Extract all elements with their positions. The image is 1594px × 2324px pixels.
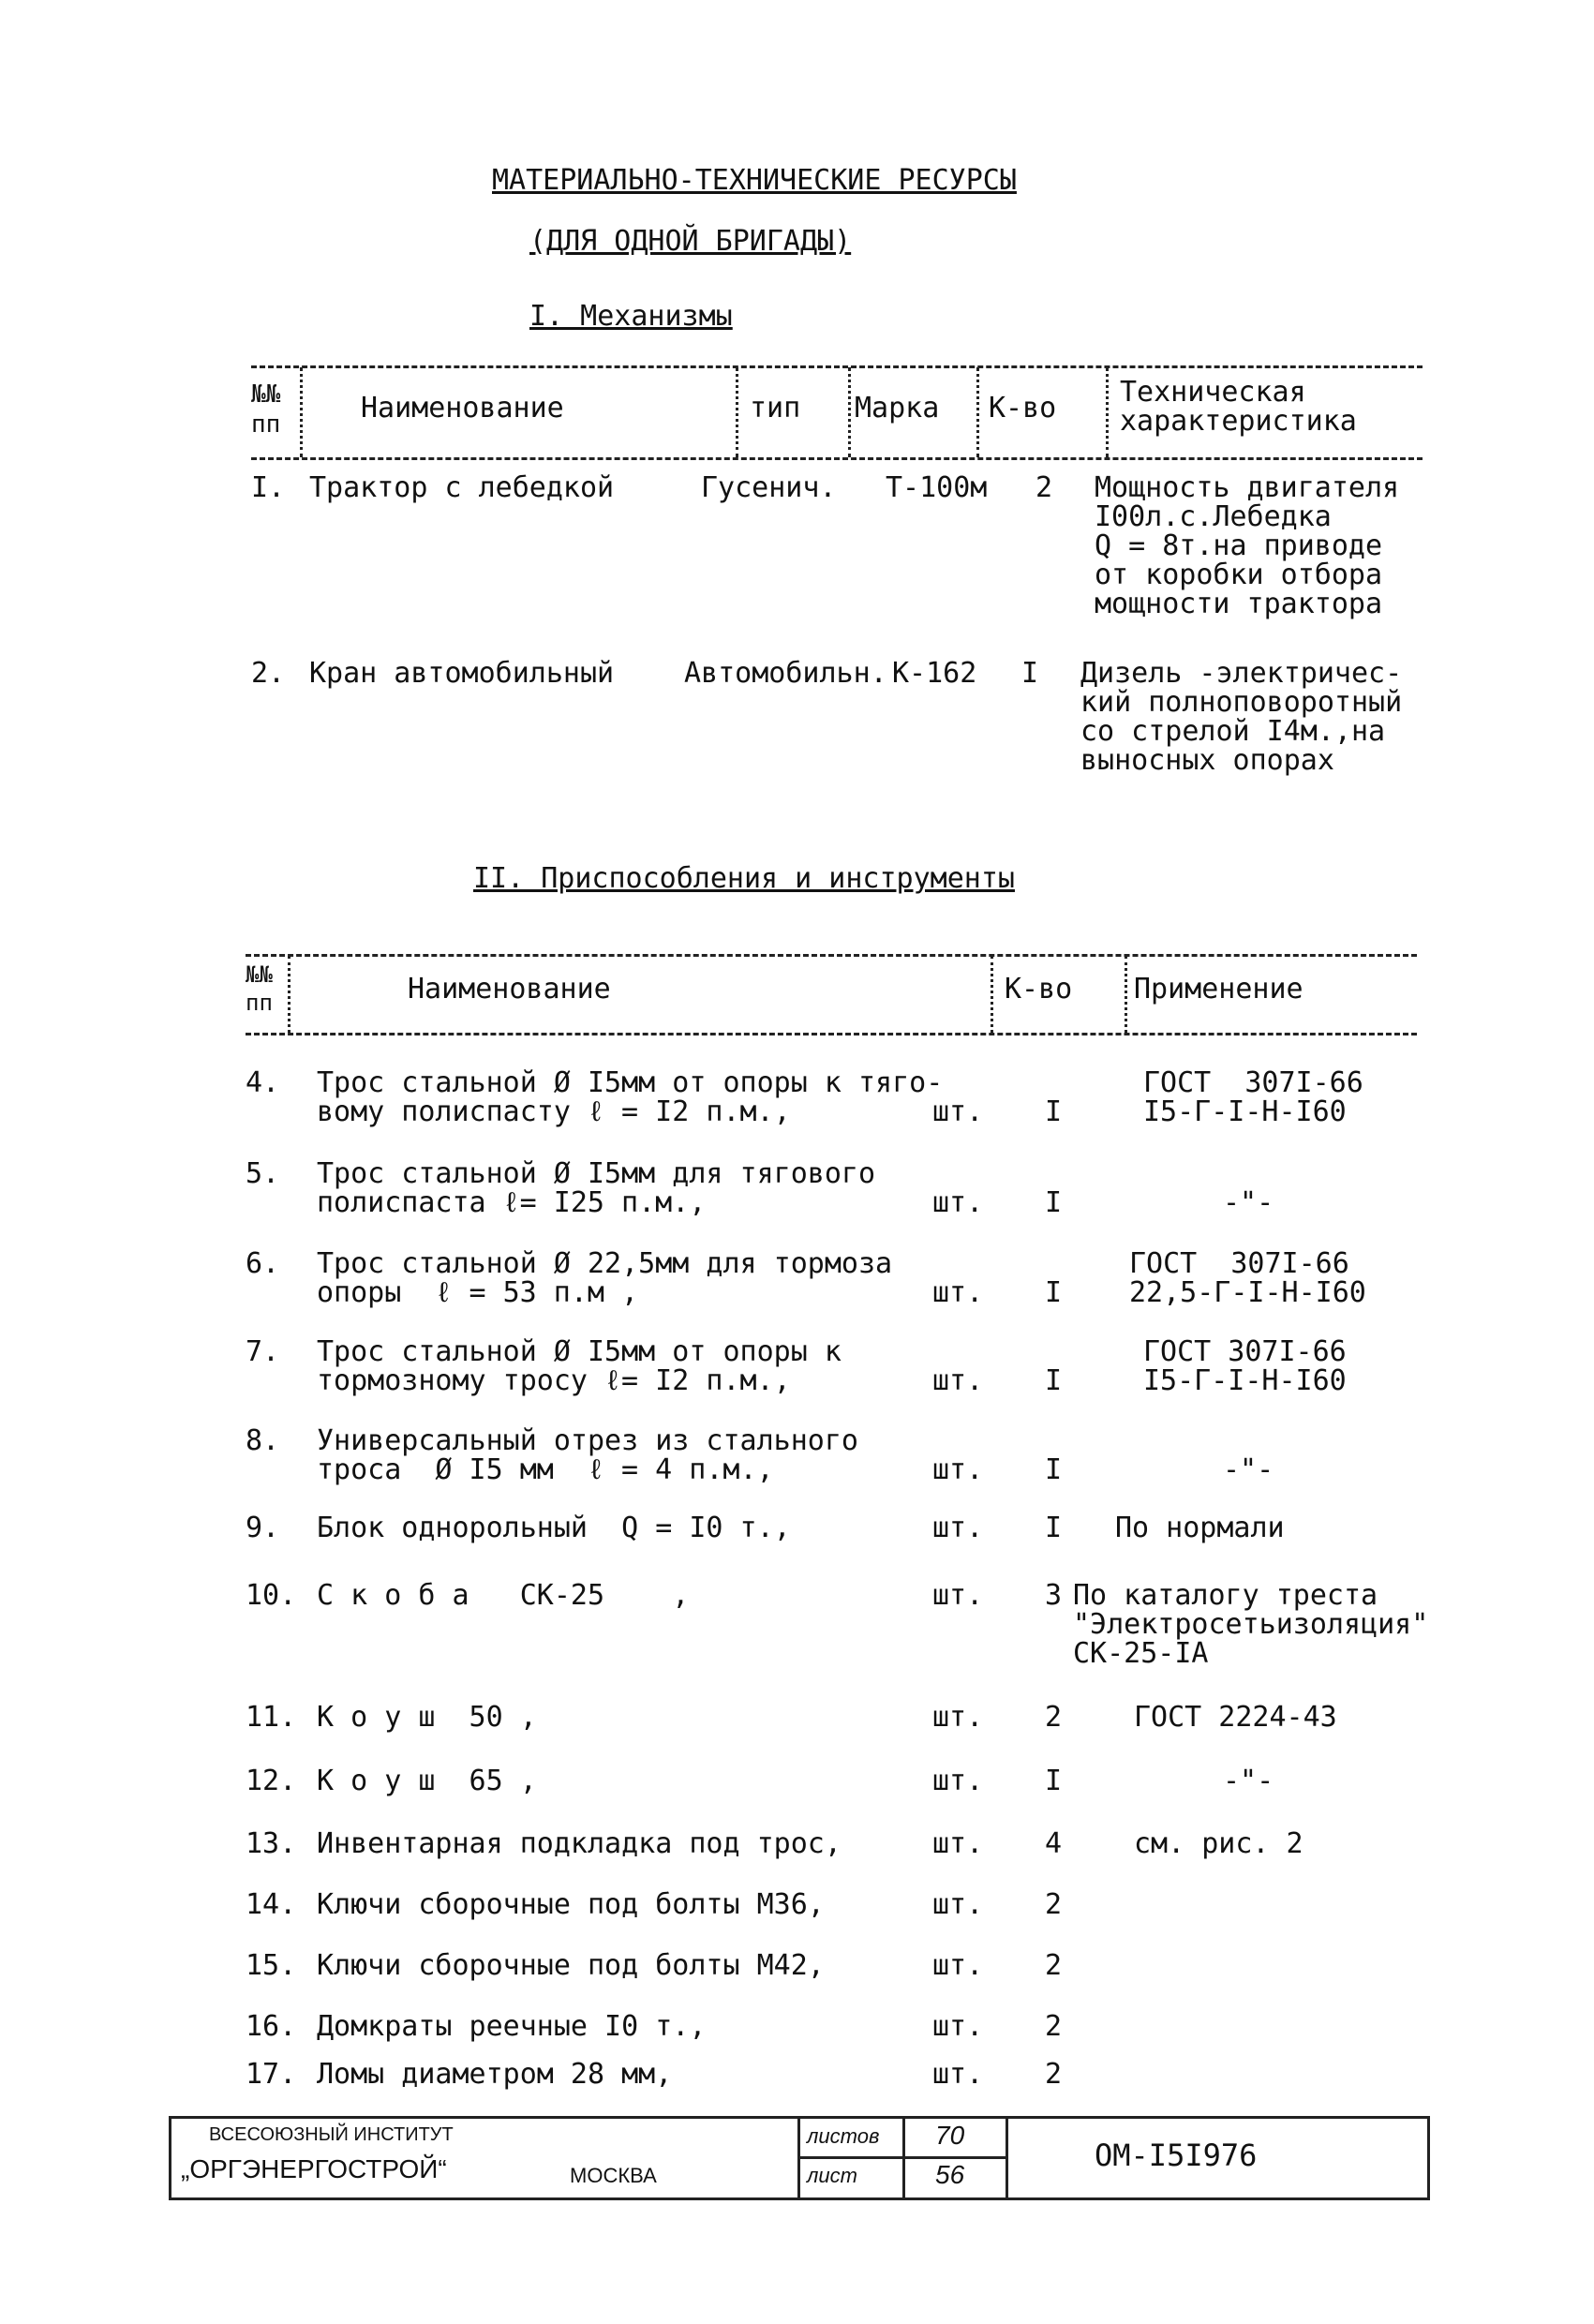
tool-row-qty: I	[1045, 1364, 1063, 1397]
tool-row-unit: шт.	[932, 1095, 984, 1128]
section1-col-name-header: Наименование	[361, 392, 564, 425]
section2-col-name-header: Наименование	[408, 973, 611, 1006]
tool-row-name: Трос стальной Ø I5мм от опоры к тормозному тросу ℓ= I2 п.м.,	[317, 1335, 842, 1397]
tool-row-num: 16.	[246, 2010, 297, 2043]
tool-row-name: Инвентарная подкладка под трос,	[317, 1827, 842, 1860]
tool-row-name: С к о б а СК-25 ,	[317, 1579, 690, 1612]
section1-col-divider	[1106, 367, 1109, 457]
section2-col-divider	[991, 956, 993, 1033]
tool-row-unit: шт.	[932, 1453, 984, 1486]
tool-row-unit: шт.	[932, 1186, 984, 1219]
tool-row-num: 6.	[246, 1247, 280, 1280]
tool-row-name: Блок однорольный Q = I0 т.,	[317, 1512, 791, 1544]
section2-title: II. Приспособления и инструменты	[473, 862, 1015, 895]
stamp-sheets-value: 70	[935, 2121, 965, 2150]
stamp-org-line2: „ОРГЭНЕРГОСТРОЙ“	[181, 2154, 447, 2183]
tool-row-note: По нормали	[1115, 1512, 1285, 1544]
mechanism-row-2-name: Кран автомобильный	[309, 657, 615, 690]
tool-row-num: 10.	[246, 1579, 297, 1612]
tool-row-qty: 3	[1045, 1579, 1063, 1612]
tool-row-qty: I	[1045, 1512, 1063, 1544]
tool-row-unit: шт.	[932, 1276, 984, 1309]
tool-row-unit: шт.	[932, 1512, 984, 1544]
tool-row-qty: 2	[1045, 2010, 1063, 2043]
mechanism-row-2-spec: Дизель -электричес- кий полноповоротный со стрелой I4м.,на выносных опорах	[1080, 657, 1403, 777]
section1-col-brand-header: Марка	[855, 392, 940, 425]
stamp-sheet-label: лист	[807, 2164, 857, 2187]
tool-row-num: 15.	[246, 1949, 297, 1982]
tool-row-qty: I	[1045, 1095, 1063, 1128]
tool-row-num: 9.	[246, 1512, 280, 1544]
tool-row-qty: I	[1045, 1186, 1063, 1219]
mechanism-row-1-type: Гусенич.	[701, 471, 837, 504]
mechanism-row-1-num: I.	[251, 471, 286, 504]
section1-col-divider	[976, 367, 979, 457]
tool-row-note: -"-	[1223, 1186, 1274, 1219]
section2-table-header-rule	[246, 1033, 1417, 1035]
tool-row-name: Ломы диаметром 28 мм,	[317, 2058, 673, 2091]
tool-row-note: ГОСТ 307I-66 I5-Г-I-Н-I60	[1143, 1335, 1347, 1397]
tool-row-qty: 2	[1045, 1701, 1063, 1734]
section2-col-qty-header: К-во	[1005, 973, 1073, 1006]
title-block-stamp	[169, 2116, 1430, 2200]
tool-row-num: 5.	[246, 1157, 280, 1190]
tool-row-name: К о у ш 65 ,	[317, 1765, 537, 1797]
section2-col-divider	[1125, 956, 1127, 1033]
section2-table-top-rule	[246, 954, 1417, 957]
section1-title: I. Механизмы	[529, 300, 733, 333]
tool-row-unit: шт.	[932, 1949, 984, 1982]
tool-row-unit: шт.	[932, 1701, 984, 1734]
tool-row-note: ГОСТ 2224-43	[1134, 1701, 1337, 1734]
section1-col-divider	[848, 367, 851, 457]
section1-col-divider	[736, 367, 738, 457]
mechanism-row-2-type: Автомобильн.	[684, 657, 887, 690]
section1-col-spec-header: Техническая характеристика	[1120, 376, 1357, 438]
mechanism-row-2-num: 2.	[251, 657, 286, 690]
tool-row-qty: 2	[1045, 1888, 1063, 1921]
mechanism-row-1-brand: Т-100м	[886, 471, 988, 504]
tool-row-note: см. рис. 2	[1134, 1827, 1304, 1860]
tool-row-unit: шт.	[932, 1827, 984, 1860]
mechanism-row-1-spec: Мощность двигателя I00л.с.Лебедка Q = 8т.на приводе от коробки отбора мощности трактора	[1095, 471, 1400, 620]
tool-row-qty: 4	[1045, 1827, 1063, 1860]
tool-row-name: К о у ш 50 ,	[317, 1701, 537, 1734]
tool-row-qty: I	[1045, 1453, 1063, 1486]
tool-row-note: По каталогу треста "Электросетьизоляция" СК-25-IА	[1073, 1579, 1429, 1670]
stamp-doc-code: ОМ-I5I976	[1095, 2138, 1258, 2173]
mechanism-row-2-qty: I	[1021, 657, 1039, 690]
tool-row-num: 14.	[246, 1888, 297, 1921]
tool-row-unit: шт.	[932, 2058, 984, 2091]
tool-row-name: Трос стальной Ø 22,5мм для тормоза опоры ℓ = 53 п.м ,	[317, 1247, 893, 1309]
mechanism-row-1-name: Трактор с лебедкой	[309, 471, 615, 504]
tool-row-name: Трос стальной Ø I5мм от опоры к тяго- вому полиспасту ℓ = I2 п.м.,	[317, 1066, 944, 1128]
section1-col-divider	[300, 367, 303, 457]
stamp-org-line1: ВСЕСОЮЗНЫЙ ИНСТИТУТ	[209, 2124, 454, 2145]
tool-row-num: 12.	[246, 1765, 297, 1797]
tool-row-num: 7.	[246, 1335, 280, 1368]
tool-row-note: -"-	[1223, 1765, 1274, 1797]
document-subtitle: (ДЛЯ ОДНОЙ БРИГАДЫ)	[529, 225, 852, 258]
section2-col-num-header: №№ пп	[246, 961, 273, 1016]
tool-row-num: 11.	[246, 1701, 297, 1734]
mechanism-row-2-brand: К-162	[892, 657, 977, 690]
tool-row-unit: шт.	[932, 1364, 984, 1397]
tool-row-name: Универсальный отрез из стального троса Ø I5 мм ℓ = 4 п.м.,	[317, 1424, 858, 1486]
tool-row-num: 13.	[246, 1827, 297, 1860]
tool-row-unit: шт.	[932, 1765, 984, 1797]
tool-row-note: -"-	[1223, 1453, 1274, 1486]
tool-row-name: Ключи сборочные под болты М36,	[317, 1888, 825, 1921]
tool-row-qty: I	[1045, 1276, 1063, 1309]
tool-row-name: Домкраты реечные I0 т.,	[317, 2010, 707, 2043]
tool-row-note: ГОСТ 307I-66 22,5-Г-I-Н-I60	[1129, 1247, 1366, 1309]
document-title: МАТЕРИАЛЬНО-ТЕХНИЧЕСКИЕ РЕСУРСЫ	[492, 164, 1017, 197]
tool-row-num: 4.	[246, 1066, 280, 1099]
tool-row-qty: I	[1045, 1765, 1063, 1797]
section1-col-num-header: №№ пп	[251, 380, 281, 439]
section2-col-note-header: Применение	[1134, 973, 1304, 1006]
tool-row-note: ГОСТ 307I-66 I5-Г-I-Н-I60	[1143, 1066, 1363, 1128]
tool-row-num: 17.	[246, 2058, 297, 2091]
mechanism-row-1-qty: 2	[1035, 471, 1053, 504]
stamp-sheets-label: листов	[807, 2124, 880, 2148]
stamp-city: МОСКВА	[570, 2164, 657, 2187]
section1-col-type-header: тип	[750, 392, 801, 425]
tool-row-num: 8.	[246, 1424, 280, 1457]
stamp-sheet-value: 56	[935, 2160, 965, 2189]
tool-row-qty: 2	[1045, 1949, 1063, 1982]
tool-row-unit: шт.	[932, 1579, 984, 1612]
tool-row-qty: 2	[1045, 2058, 1063, 2091]
section1-table-top-rule	[251, 365, 1423, 368]
tool-row-unit: шт.	[932, 2010, 984, 2043]
tool-row-unit: шт.	[932, 1888, 984, 1921]
section1-table-header-rule	[251, 457, 1423, 460]
tool-row-name: Ключи сборочные под болты М42,	[317, 1949, 825, 1982]
section2-col-divider	[288, 956, 290, 1033]
section1-col-qty-header: К-во	[989, 392, 1057, 425]
tool-row-name: Трос стальной Ø I5мм для тягового полиспаста ℓ= I25 п.м.,	[317, 1157, 876, 1219]
